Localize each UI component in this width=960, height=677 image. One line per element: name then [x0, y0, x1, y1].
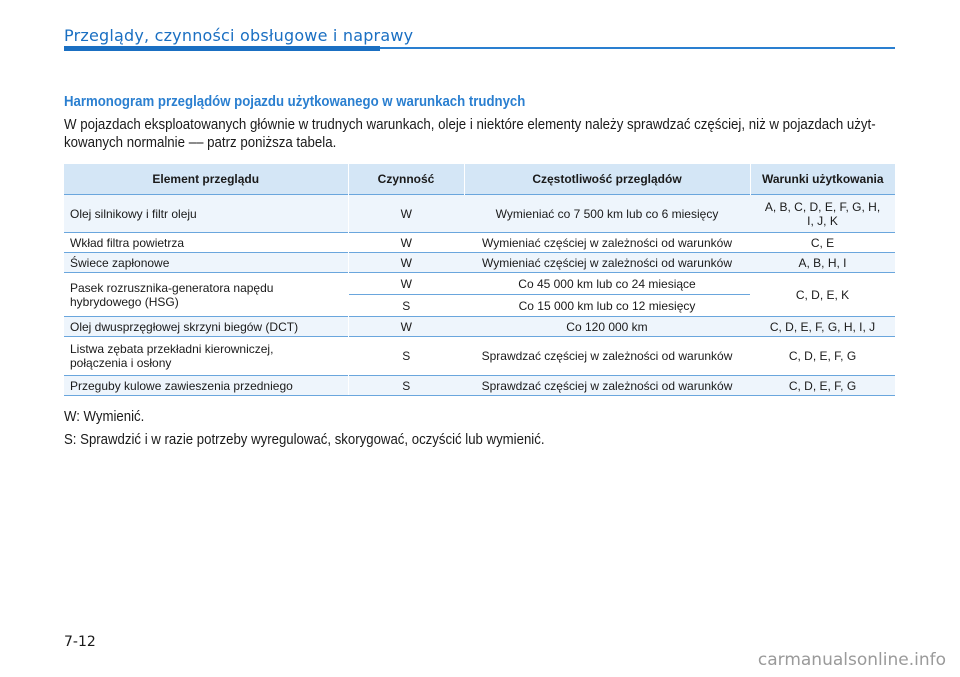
cell-action: S [348, 376, 464, 396]
cell-frequency: Co 15 000 km lub co 12 miesięcy [464, 295, 750, 317]
cell-conditions-line: I, J, K [807, 213, 838, 228]
cell-element [64, 337, 348, 376]
table-row [64, 337, 895, 376]
col-header-action: Czynność [348, 164, 464, 195]
cell-element [64, 273, 348, 317]
cell-element: Olej silnikowy i filtr oleju [64, 195, 348, 233]
cell-conditions [750, 195, 895, 233]
legend-replace: W: Wymienić. [64, 408, 145, 425]
cell-conditions: C, D, E, F, G, H, I, J [750, 317, 895, 337]
cell-conditions: C, D, E, F, G [750, 376, 895, 396]
cell-element-line: Pasek rozrusznika-generatora napędu [70, 280, 274, 295]
cell-element: Przeguby kulowe zawieszenia przedniego [64, 376, 348, 396]
cell-conditions: A, B, H, I [750, 253, 895, 273]
cell-action: S [348, 337, 464, 376]
cell-conditions: C, E [750, 233, 895, 253]
table-row [64, 253, 895, 273]
cell-action: W [348, 253, 464, 273]
cell-element: Olej dwusprzęgłowej skrzyni biegów (DCT) [64, 317, 348, 337]
table-row [64, 317, 895, 337]
header-rule-accent [64, 46, 380, 51]
section-title: Harmonogram przeglądów pojazdu użytkowanego w warunkach trudnych [64, 93, 526, 110]
cell-action: W [348, 233, 464, 253]
cell-conditions: C, D, E, K [750, 273, 895, 317]
intro-line-2: kowanych normalnie –– patrz poniższa tabela. [64, 134, 337, 151]
cell-frequency: Wymieniać częściej w zależności od warunków [464, 253, 750, 273]
cell-action: W [348, 317, 464, 337]
cell-element-line: Listwa zębata przekładni kierowniczej, [70, 342, 274, 356]
cell-conditions-line: A, B, C, D, E, F, G, H, [764, 199, 881, 214]
table-header-row [64, 164, 895, 195]
cell-frequency: Sprawdzać częściej w zależności od warunków [464, 376, 750, 396]
cell-element: Wkład filtra powietrza [64, 233, 348, 253]
watermark: carmanualsonline.info [757, 650, 946, 670]
cell-frequency: Co 45 000 km lub co 24 miesiące [464, 273, 750, 295]
cell-conditions: C, D, E, F, G [750, 337, 895, 376]
table-row [64, 273, 895, 295]
col-header-element: Element przeglądu [64, 164, 348, 195]
table-row [64, 195, 895, 233]
intro-line-1: W pojazdach eksploatowanych głównie w trudnych warunkach, oleje i niektóre elementy należy sprawdzać częściej, niż w pojazdach użyt- [64, 116, 876, 133]
cell-frequency: Wymieniać częściej w zależności od warunków [464, 233, 750, 253]
cell-action: W [348, 273, 464, 295]
table-row [64, 376, 895, 396]
chapter-title: Przeglądy, czynności obsługowe i naprawy [64, 26, 414, 45]
cell-frequency: Sprawdzać częściej w zależności od warunków [464, 337, 750, 376]
page-number: 7-12 [64, 634, 96, 650]
legend-check: S: Sprawdzić i w razie potrzeby wyregulować, skorygować, oczyścić lub wymienić. [64, 431, 545, 448]
cell-action: S [348, 295, 464, 317]
col-header-conditions: Warunki użytkowania [750, 164, 895, 195]
cell-frequency: Wymieniać co 7 500 km lub co 6 miesięcy [464, 195, 750, 233]
cell-element-line: połączenia i osłony [70, 356, 172, 370]
cell-element-line: hybrydowego (HSG) [70, 294, 179, 309]
intro-paragraph [64, 116, 896, 152]
maintenance-schedule-table [64, 164, 895, 396]
cell-frequency: Co 120 000 km [464, 317, 750, 337]
table-row [64, 233, 895, 253]
col-header-frequency: Częstotliwość przeglądów [464, 164, 750, 195]
cell-element: Świece zapłonowe [64, 253, 348, 273]
cell-action: W [348, 195, 464, 233]
